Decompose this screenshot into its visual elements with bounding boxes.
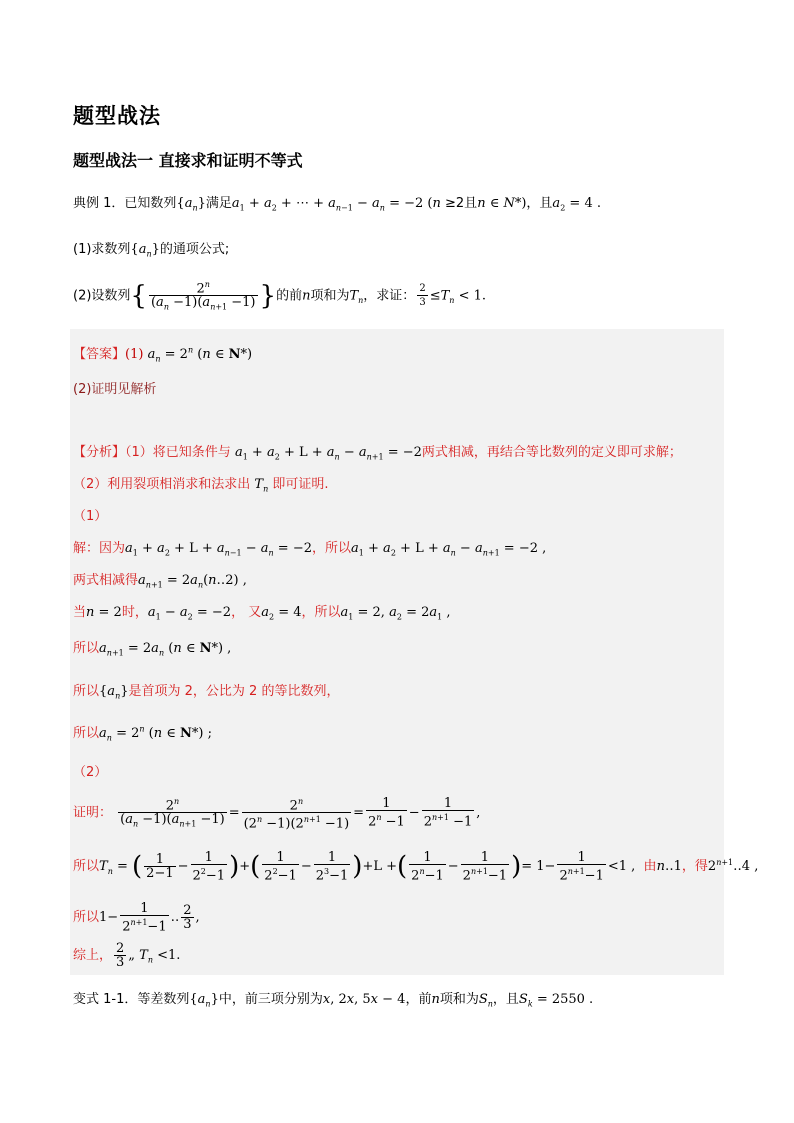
solution-line-6: 所以$a_n = 2^n$ (n ∈ N*) ;	[73, 724, 212, 743]
solution-line-5: 所以$\{a_n\}$是首项为 2，公比为 2 的等比数列，	[73, 684, 340, 701]
answer-line-2: (2)证明见解析	[73, 382, 157, 397]
example-statement: 典例 1．已知数列$\{a_n\}$满足$a_1 + a_2$ + ⋯ + $a_{n-1} - a_n = -2$ (n ≥2且n ∈ N*)，且$a_2 = 4$ .	[73, 196, 601, 213]
proof-line-1: 证明： $\frac{2^n}{(a_n -1)(a_{n+1} -1)}$ = $\frac{2^n}{(2^n -1)(2^{n+1} -1)}$ = $\frac{1}{2^n -1}$ − $\frac{1}{2^{n+1} -1}$ ,	[73, 796, 481, 832]
answer-line-1: 【答案】(1) $a_n = 2^n$ (n ∈ N*)	[73, 345, 253, 364]
solution-line-2: 两式相减得$a_{n+1}$ = $2a_n(n‥2)$ ,	[73, 573, 247, 590]
solution-part-1-label: （1）	[73, 509, 108, 524]
solution-line-3: 当n = 2时，$a_1 - a_2 = -2$， 又$a_2 = 4$，所以$a_1 = 2$, $a_2 = 2a_1$ ,	[73, 605, 451, 622]
proof-line-4: 综上， $\frac{2}{3}$ „ $T_n <1$.	[73, 941, 181, 970]
section-title: 题型战法	[73, 104, 161, 128]
analysis-line-2: （2）利用裂项相消求和法求出 $T_n$ 即可证明.	[73, 477, 329, 494]
analysis-line-1: 【分析】（1）将已知条件与 $a_1 + a_2 + L + a_n - a_{n+1} = -2$两式相减，再结合等比数列的定义即可求解；	[73, 445, 682, 462]
subsection-title: 题型战法一 直接求和证明不等式	[73, 151, 303, 170]
question-2: (2)设数列{ $\frac{2^n}{(a_n -1)(a_{n+1} -1)}$ }的前n项和为$T_n$，求证： $\frac{2}{3}$ $\le T_n < 1$.	[73, 280, 486, 312]
solution-part-2-label: （2）	[73, 765, 108, 780]
solution-line-1: 解：因为$a_1 + a_2 + L + a_{n-1} - a_n = -2$，所以$a_1 + a_2 + L + a_n - a_{n+1} = -2$ ,	[73, 541, 547, 558]
variant-statement: 变式 1-1．等差数列$\{a_n\}$中，前三项分别为x, 2x, 5x − 4，前n项和为$S_n$，且$S_k = 2550$ .	[73, 992, 594, 1009]
question-1: (1)求数列$\{a_n\}$的通项公式;	[73, 242, 230, 259]
proof-line-3: 所以1− $\frac{1}{2^{n+1}-1}$ ‥ $\frac{2}{3}$ ,	[73, 901, 200, 935]
solution-line-4: 所以$a_{n+1} = 2a_n$ (n ∈ N*) ,	[73, 641, 232, 658]
proof-line-2: 所以$T_n$ = ( $\frac{1}{2-1}$ − $\frac{1}{2^2-1}$ )+( $\frac{1}{2^2-1}$ − $\frac{1}{2^3-1}$ )+L +( $\frac{1}{2^n-1}$ − $\frac{1}{2^{n+1}-1}$ )= 1− $\frac{1}{2^{n+1}-1}$ <1 , 由n‥1，得$2^{n+1}‥4$ ,	[73, 850, 759, 884]
